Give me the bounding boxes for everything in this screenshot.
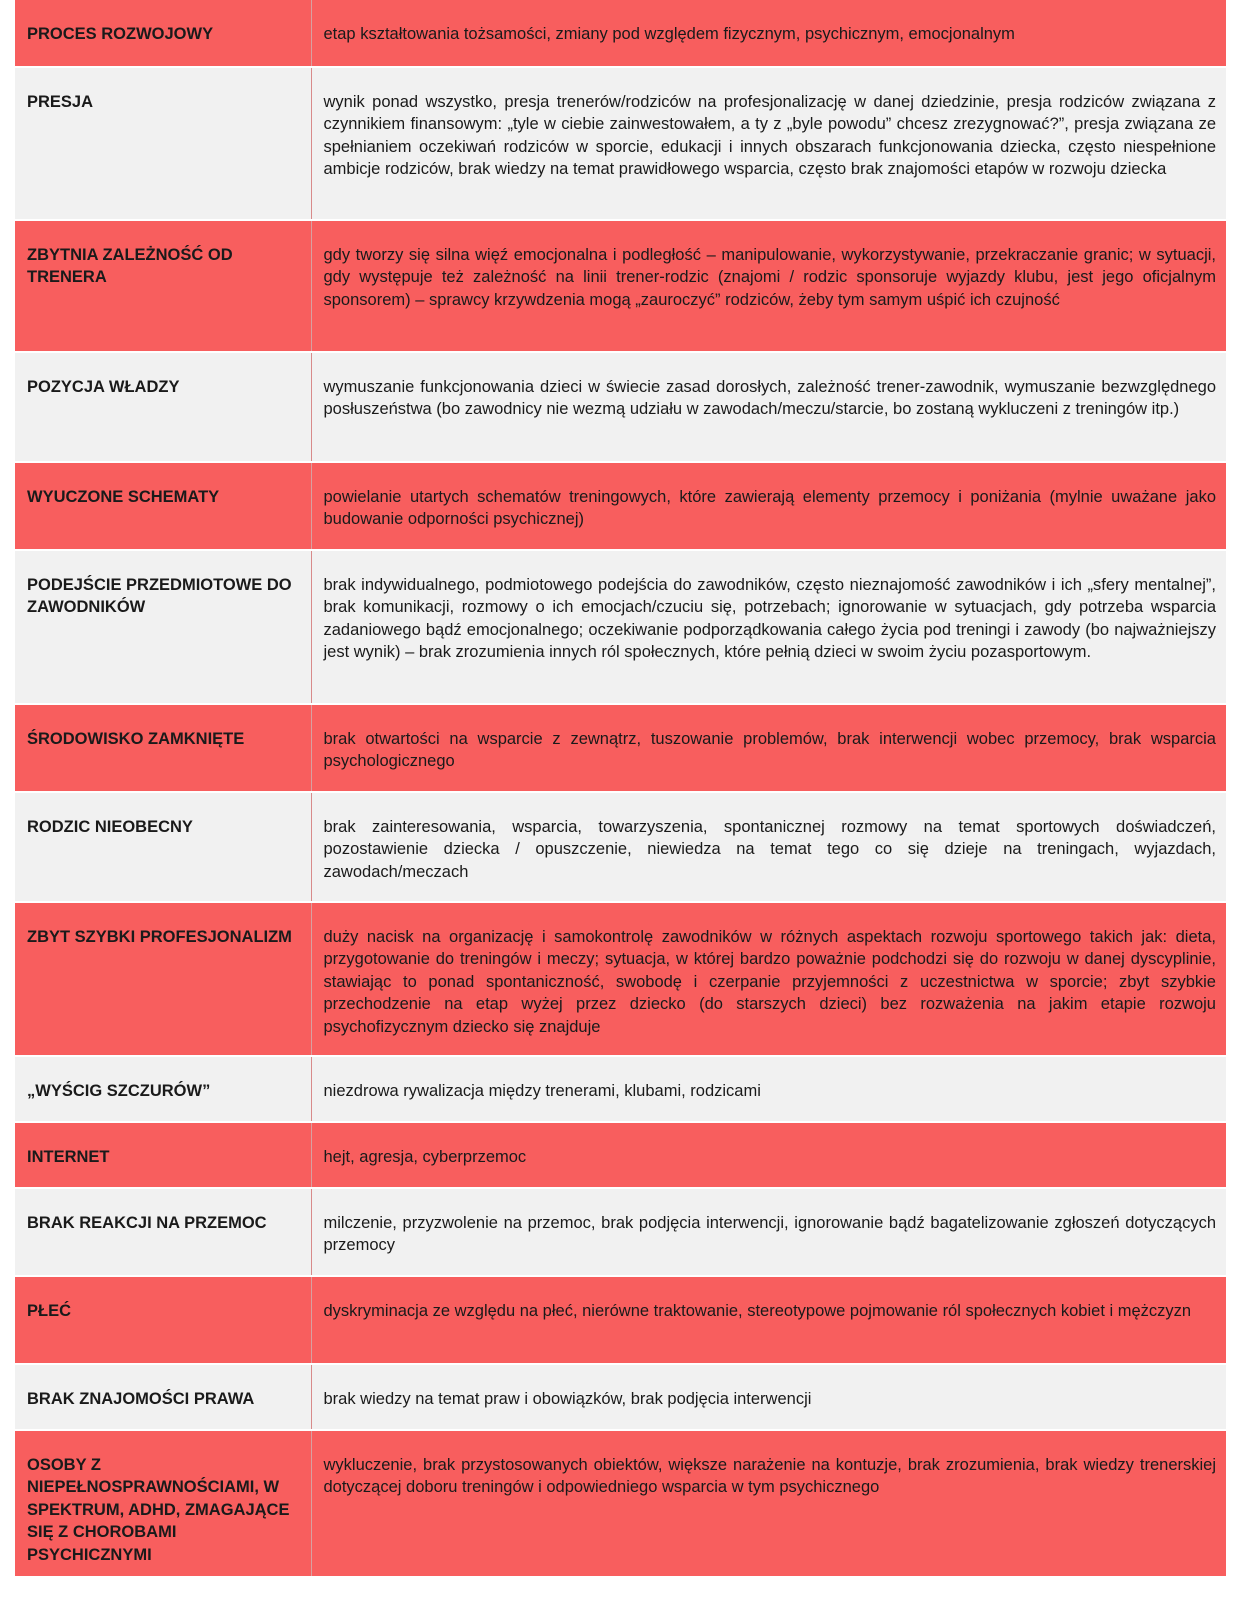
row-term: PRESJA	[15, 67, 311, 220]
row-term: OSOBY Z NIEPEŁNOSPRAWNOŚCIAMI, W SPEKTRUM, ADHD, ZMAGAJĄCE SIĘ Z CHOROBAMI PSYCHICZNYMI	[15, 1430, 311, 1577]
row-term: BRAK REAKCJI NA PRZEMOC	[15, 1188, 311, 1276]
row-term: WYUCZONE SCHEMATY	[15, 462, 311, 550]
row-description: powielanie utartych schematów treningowych, które zawierają elementy przemocy i poniżania (mylnie uważane jako budowanie odporności psychicznej)	[311, 462, 1226, 550]
row-description: brak indywidualnego, podmiotowego podejścia do zawodników, często nieznajomość zawodników i ich „sfery mentalnej”, brak komunikacji, rozmowy o ich emocjach/czuciu się, potrzebach; ignorowanie w sytuacjach, gdy potrzeba wsparcia zadaniowego bądź emocjonalnego; oczekiwanie podporządkowania całego życia pod treningi i zawody (bo najważniejszy jest wynik) – brak zrozumienia innych ról społecznych, które pełnią dzieci w swoim życiu pozasportowym.	[311, 550, 1226, 704]
row-description: gdy tworzy się silna więź emocjonalna i podległość – manipulowanie, wykorzystywanie, przekraczanie granic; w sytuacji, gdy występuje też zależność na linii trener-rodzic (znajomi / rodzic sponsoruje wyjazdy klubu, jest jego oficjalnym sponsorem) – sprawcy krzywdzenia mogą „zauroczyć” rodziców, żeby tym samym uśpić ich czujność	[311, 220, 1226, 352]
row-term: BRAK ZNAJOMOŚCI PRAWA	[15, 1364, 311, 1430]
row-description: wynik ponad wszystko, presja trenerów/rodziców na profesjonalizację w danej dziedzinie, presja rodziców związana z czynnikiem finansowym: „tyle w ciebie zainwestowałem, a ty z „byle powodu” chcesz zrezygnować?”, presja związana ze spełnianiem oczekiwań rodziców w sporcie, edukacji i innych obszarach funkcjonowania dziecka, często niespełnione ambicje rodziców, brak wiedzy na temat prawidłowego wsparcia, często brak znajomości etapów w rozwoju dziecka	[311, 67, 1226, 220]
row-term: ŚRODOWISKO ZAMKNIĘTE	[15, 704, 311, 792]
row-term: PROCES ROZWOJOWY	[15, 0, 311, 67]
row-term: PŁEĆ	[15, 1276, 311, 1364]
row-description: hejt, agresja, cyberprzemoc	[311, 1122, 1226, 1188]
row-description: brak otwartości na wsparcie z zewnątrz, tuszowanie problemów, brak interwencji wobec przemocy, brak wsparcia psychologicznego	[311, 704, 1226, 792]
table-row	[15, 462, 1226, 550]
row-description: wymuszanie funkcjonowania dzieci w świecie zasad dorosłych, zależność trener-zawodnik, wymuszanie bezwzględnego posłuszeństwa (bo zawodnicy nie wezmą udziału w zawodach/meczu/starcie, bo zostaną wykluczeni z treningów itp.)	[311, 352, 1226, 462]
row-description: wykluczenie, brak przystosowanych obiektów, większe narażenie na kontuzje, brak zrozumienia, brak wiedzy trenerskiej dotyczącej doboru treningów i odpowiedniego wsparcia w tym psychicznego	[311, 1430, 1226, 1577]
row-description: dyskryminacja ze względu na płeć, nierówne traktowanie, stereotypowe pojmowanie ról społecznych kobiet i mężczyzn	[311, 1276, 1226, 1364]
table-row	[15, 67, 1226, 220]
row-term: „WYŚCIG SZCZURÓW”	[15, 1056, 311, 1122]
row-term: INTERNET	[15, 1122, 311, 1188]
row-term: PODEJŚCIE PRZEDMIOTOWE DO ZAWODNIKÓW	[15, 550, 311, 704]
row-description: etap kształtowania tożsamości, zmiany pod względem fizycznym, psychicznym, emocjonalnym	[311, 0, 1226, 67]
risk-factors-table	[15, 0, 1226, 1578]
row-description: brak zainteresowania, wsparcia, towarzyszenia, spontanicznej rozmowy na temat sportowych doświadczeń, pozostawienie dziecka / opuszczenie, niewiedza na temat tego co się dzieje na treningach, wyjazdach, zawodach/meczach	[311, 792, 1226, 902]
table-row	[15, 792, 1226, 902]
table-row	[15, 1122, 1226, 1188]
table-row	[15, 220, 1226, 352]
row-term: ZBYTNIA ZALEŻNOŚĆ OD TRENERA	[15, 220, 311, 352]
row-term: ZBYT SZYBKI PROFESJONALIZM	[15, 902, 311, 1056]
table-row	[15, 352, 1226, 462]
row-description: niezdrowa rywalizacja między trenerami, klubami, rodzicami	[311, 1056, 1226, 1122]
row-term: RODZIC NIEOBECNY	[15, 792, 311, 902]
row-term: POZYCJA WŁADZY	[15, 352, 311, 462]
row-description: duży nacisk na organizację i samokontrolę zawodników w różnych aspektach rozwoju sportowego takich jak: dieta, przygotowanie do treningów i meczy; sytuacja, w której bardzo poważnie podchodzi się do rozwoju w danej dyscyplinie, stawiając to ponad spontaniczność, swobodę i czerpanie przyjemności z uczestnictwa w sporcie; zbyt szybkie przechodzenie na etap wyżej przez dziecko (do starszych dzieci) bez rozważenia na jakim etapie rozwoju psychofizycznym dziecko się znajduje	[311, 902, 1226, 1056]
table-row	[15, 1276, 1226, 1364]
table-row	[15, 0, 1226, 67]
table-row	[15, 902, 1226, 1056]
table-row	[15, 704, 1226, 792]
row-description: brak wiedzy na temat praw i obowiązków, brak podjęcia interwencji	[311, 1364, 1226, 1430]
table-row	[15, 550, 1226, 704]
table-row	[15, 1056, 1226, 1122]
table-row	[15, 1430, 1226, 1577]
table-row	[15, 1188, 1226, 1276]
table-row	[15, 1364, 1226, 1430]
row-description: milczenie, przyzwolenie na przemoc, brak podjęcia interwencji, ignorowanie bądź bagatelizowanie zgłoszeń dotyczących przemocy	[311, 1188, 1226, 1276]
